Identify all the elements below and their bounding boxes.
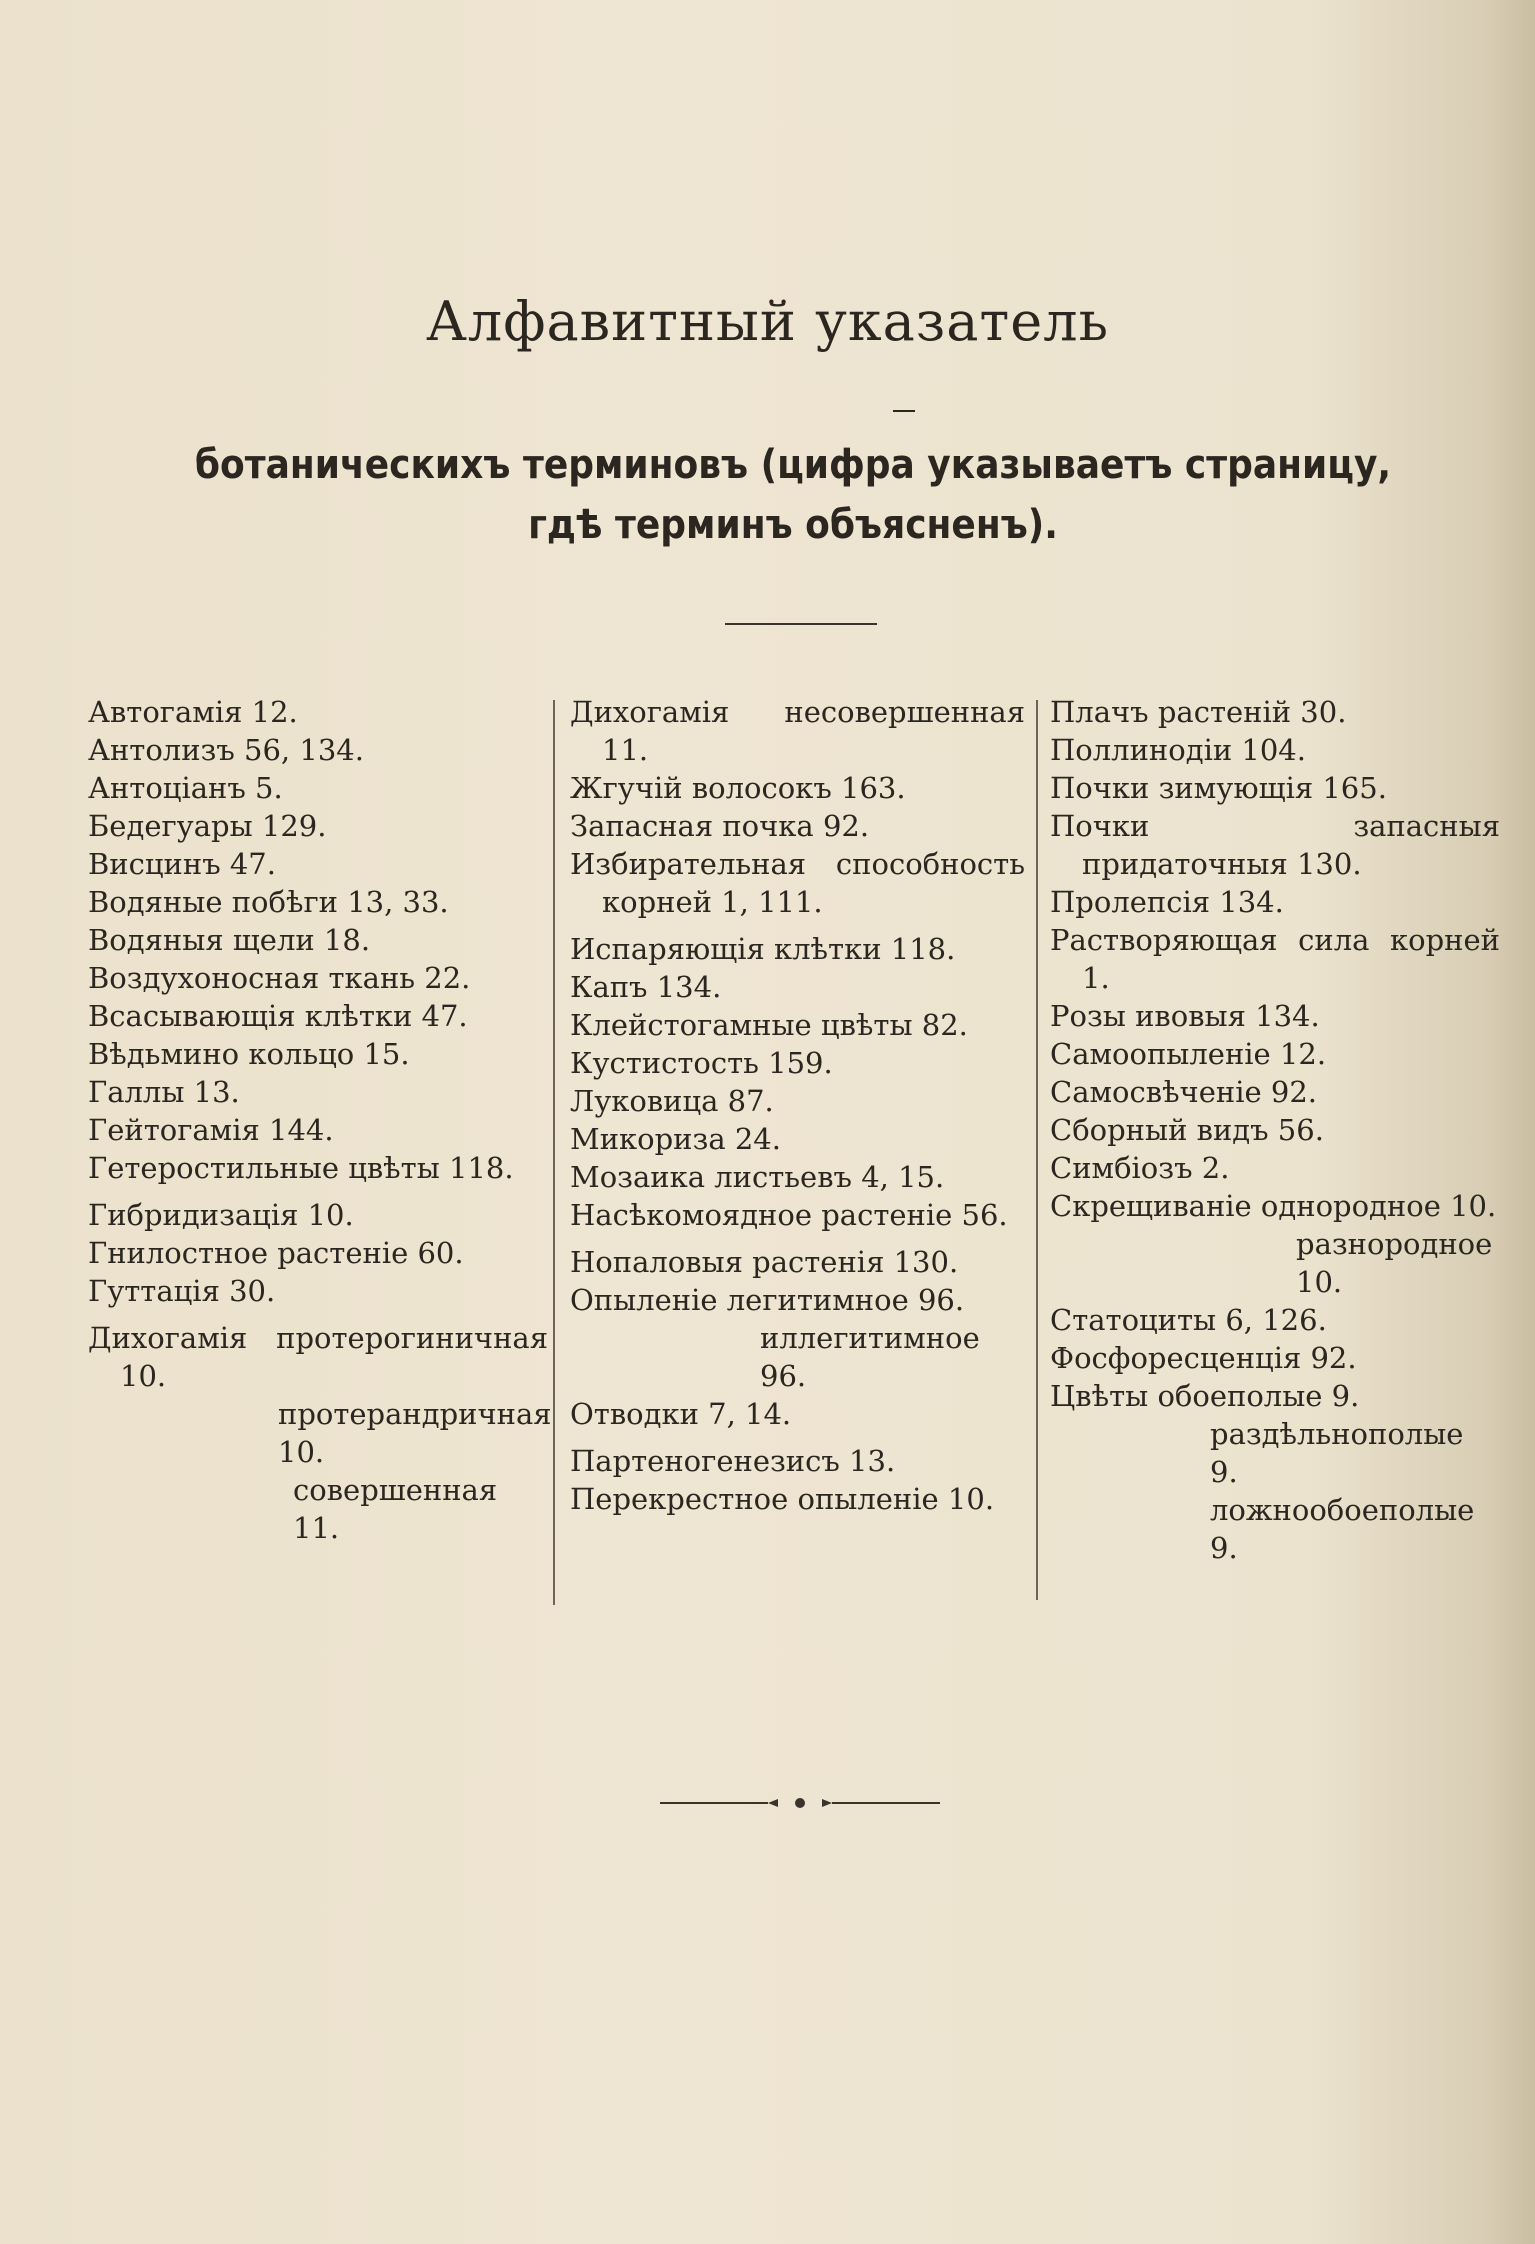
column-divider [553, 700, 555, 1605]
index-entry: Гнилостное растеніе 60. [88, 1236, 464, 1270]
index-entry: Гетеростильные цвѣты 118. [88, 1151, 514, 1185]
index-entry: Вѣдьмино кольцо 15. [88, 1037, 410, 1071]
index-entry: Статоциты 6, 126. [1050, 1303, 1327, 1337]
index-entry: Опыленіе легитимное 96. [570, 1283, 965, 1317]
index-entry: Поллинодіи 104. [1050, 733, 1306, 767]
index-entry: Жгучій волосокъ 163. [570, 771, 906, 805]
index-entry: Дихогамія протерогиничная 10. [88, 1321, 548, 1393]
index-entry: Симбіозъ 2. [1050, 1151, 1230, 1185]
index-entry: Дихогамія несовершенная 11. [570, 695, 1025, 767]
index-entry: Перекрестное опыленіе 10. [570, 1482, 995, 1516]
index-entry: Почки запасныя придаточныя 130. [1050, 809, 1500, 881]
index-entry: Цвѣты обоеполые 9. [1050, 1379, 1360, 1413]
index-entry: Гейтогамія 144. [88, 1113, 334, 1147]
index-entry: Гуттація 30. [88, 1274, 276, 1308]
index-entry: Галлы 13. [88, 1075, 240, 1109]
index-entry: Мозаика листьевъ 4, 15. [570, 1160, 945, 1194]
index-entry: Сборный видъ 56. [1050, 1113, 1324, 1147]
index-entry: Автогамія 12. [88, 695, 298, 729]
index-entry: Водяные побѣги 13, 33. [88, 885, 449, 919]
index-entry: Капъ 134. [570, 970, 722, 1004]
title-dash [893, 410, 915, 412]
index-entry: Нопаловыя растенія 130. [570, 1245, 959, 1279]
index-subentry: ложнообоеполые 9. [1210, 1493, 1475, 1565]
index-entry: Бедегуары 129. [88, 809, 327, 843]
index-subentry: иллегитимное 96. [760, 1321, 980, 1393]
index-entry: Гибридизація 10. [88, 1198, 354, 1232]
index-entry: Антолизъ 56, 134. [88, 733, 364, 767]
index-entry: Запасная почка 92. [570, 809, 870, 843]
index-entry: Воздухоносная ткань 22. [88, 961, 471, 995]
index-subentry: совершенная 11. [293, 1473, 498, 1545]
index-entry: Всасывающія клѣтки 47. [88, 999, 468, 1033]
index-entry: Водяныя щели 18. [88, 923, 371, 957]
index-entry: Скрещиваніе однородное 10. [1050, 1189, 1497, 1223]
index-entry: Избирательная способность корней 1, 111. [570, 847, 1025, 919]
index-entry: Микориза 24. [570, 1122, 781, 1156]
index-subentry: разнородное 10. [1296, 1227, 1493, 1299]
index-subentry: раздѣльнополые 9. [1210, 1417, 1464, 1489]
index-entry: Самоопыленіе 12. [1050, 1037, 1327, 1071]
index-entry: Партеногенезисъ 13. [570, 1444, 896, 1478]
index-column-1 [88, 693, 552, 1547]
page-title: Алфавитный указатель [426, 290, 1109, 353]
index-entry: Насѣкомоядное растеніе 56. [570, 1198, 1008, 1232]
index-entry: Фосфоресценція 92. [1050, 1341, 1357, 1375]
index-entry: Отводки 7, 14. [570, 1397, 792, 1431]
index-entry: Пролепсія 134. [1050, 885, 1284, 919]
index-entry: Клейстогамные цвѣты 82. [570, 1008, 968, 1042]
index-entry: Луковица 87. [570, 1084, 774, 1118]
index-column-3 [1050, 693, 1500, 1567]
index-entry: Антоціанъ 5. [88, 771, 283, 805]
index-entry: Висцинъ 47. [88, 847, 276, 881]
index-entry: Растворяющая сила корней 1. [1050, 923, 1500, 995]
index-entry: Почки зимующія 165. [1050, 771, 1387, 805]
index-entry: Самосвѣченіе 92. [1050, 1075, 1317, 1109]
ornament-rule [660, 1795, 940, 1811]
index-entry: Розы ивовыя 134. [1050, 999, 1320, 1033]
index-column-2 [570, 693, 1025, 1518]
index-entry: Испаряющія клѣтки 118. [570, 932, 956, 966]
index-entry: Кустистость 159. [570, 1046, 833, 1080]
index-subentry: протерандричная 10. [278, 1397, 552, 1469]
header-rule [725, 623, 877, 625]
column-divider [1036, 700, 1038, 1600]
page-subtitle: ботаническихъ терминовъ (цифра указываетъ страницу, гдѣ терминъ объясненъ). [194, 442, 1392, 548]
index-entry: Плачъ растеній 30. [1050, 695, 1347, 729]
